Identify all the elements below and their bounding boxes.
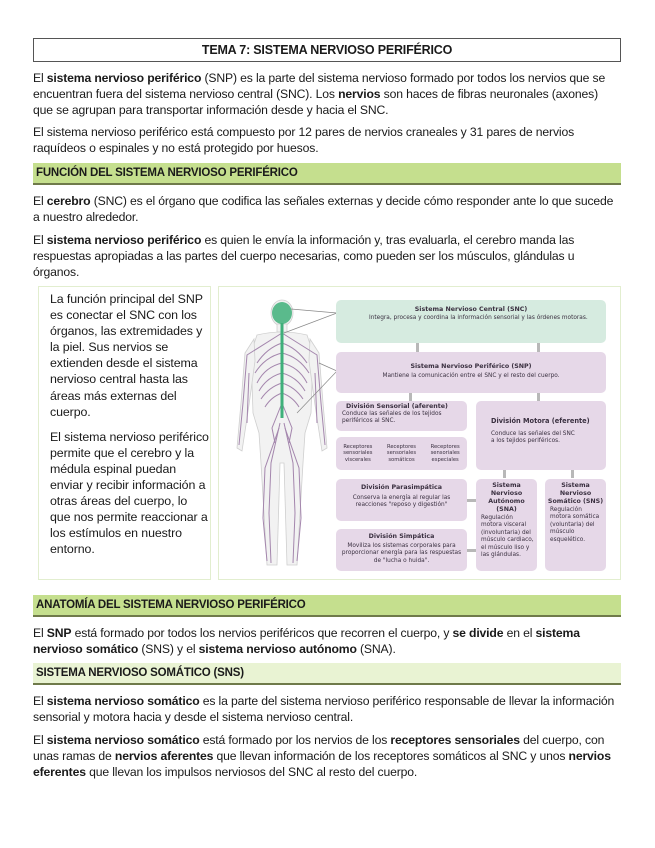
arrow-down-icon	[571, 470, 574, 478]
sna-box: Sistema Nervioso Autónomo (SNA) Regulación motora visceral (involuntaria) del músculo cardiaco, el músculo liso y las glándulas.	[476, 479, 537, 571]
document-page	[33, 38, 621, 780]
arrow-down-icon	[537, 393, 540, 401]
division-parasimpatica-box: División Parasimpática Conserva la energía al regular las reacciones "reposo y digestión"	[336, 479, 467, 521]
receptors-box	[336, 437, 467, 470]
arrow-left-icon	[467, 499, 476, 502]
page-title: TEMA 7: SISTEMA NERVIOSO PERIFÉRICO	[33, 38, 621, 62]
arrow-down-icon	[503, 470, 506, 478]
nervous-system-diagram	[218, 286, 621, 580]
sns-box: Sistema Nervioso Somático (SNS) Regulación motora somática (voluntaria) del músculo esquelético.	[545, 479, 606, 571]
summary-paragraph-1: La función principal del SNP es conectar el SNC con los órganos, las extremidades y la piel. Sus nervios se extienden desde el sistema nervioso central hasta las áreas más externas del cuerpo.	[50, 292, 203, 419]
receptor-visceral: Receptores sensoriales viscerales	[343, 443, 373, 463]
section-heading-anatomia: ANATOMÍA DEL SISTEMA NERVIOSO PERIFÉRICO	[33, 595, 621, 617]
sns-paragraph-2: El sistema nervioso somático está formado por los nervios de los receptores sensoriales del cuerpo, con unas ramas de nervios aferentes que llevan información de los receptores somáticos al SNC y unos nervios eferentes que llevan los impulsos nerviosos del SNC al resto del cuerpo.	[33, 733, 611, 779]
arrow-left-icon	[467, 549, 476, 552]
receptor-especial: Receptores sensoriales especiales	[430, 443, 460, 463]
division-motora-box: División Motora (eferente) Conduce las señales del SNC a los tejidos periféricos.	[476, 401, 606, 470]
anatomia-paragraph: El SNP está formado por todos los nervios periféricos que recorren el cuerpo, y se divide en el sistema nervioso somático (SNS) y el sistema nervioso autónomo (SNA).	[33, 626, 580, 656]
human-body-nerves-illustration	[227, 293, 337, 573]
funcion-figure-row	[33, 286, 621, 586]
summary-paragraph-2: El sistema nervioso periférico permite que el cerebro y la médula espinal puedan enviar y recibir información a otras áreas del cuerpo, lo que nos permite reaccionar a los estímulos en nuestro entorno.	[50, 429, 209, 557]
funcion-paragraph-2: El sistema nervioso periférico es quien le envía la información y, tras evaluarla, el cerebro manda las respuestas apropiadas a las partes del cuerpo necesarias, como pueden ser los músculos, glándulas u órganos.	[33, 233, 575, 279]
arrow-up-icon	[409, 393, 412, 401]
division-sensorial-box: División Sensorial (aferente) Conduce las señales de los tejidos periféricos al SNC.	[336, 401, 467, 431]
snc-box: Sistema Nervioso Central (SNC) Integra, procesa y coordina la información sensorial y las órdenes motoras.	[336, 300, 606, 343]
snp-box: Sistema Nervioso Periférico (SNP) Mantiene la comunicación entre el SNC y el resto del cuerpo.	[336, 352, 606, 393]
arrow-down-icon	[537, 343, 540, 352]
snp-summary-box	[38, 286, 211, 580]
funcion-paragraph-1: El cerebro (SNC) es el órgano que codifica las señales externas y decide cómo responder ante lo que sucede a nuestro alrededor.	[33, 194, 614, 224]
intro-paragraph-2: El sistema nervioso periférico está compuesto por 12 pares de nervios craneales y 31 pares de nervios raquídeos o espinales y no está protegido por huesos.	[33, 125, 575, 155]
arrow-up-icon	[416, 343, 419, 352]
division-simpatica-box: División Simpática Moviliza los sistemas corporales para proporcionar energía para las respuestas de "lucha o huida".	[336, 529, 467, 571]
intro-paragraph-1: El sistema nervioso periférico (SNP) es la parte del sistema nervioso formado por todos los nervios que se encuentran fuera del sistema nervioso central (SNC). Los nervios son haces de fibras neuronales (axones) que se agrupan para transportar información desde y hacia el SNC.	[33, 71, 606, 117]
receptor-somatico: Receptores sensoriales somáticos	[386, 443, 417, 463]
sns-paragraph-1: El sistema nervioso somático es la parte del sistema nervioso periférico responsable de llevar la información sensorial y motora hacia y desde el sistema nervioso central.	[33, 694, 615, 724]
section-heading-funcion: FUNCIÓN DEL SISTEMA NERVIOSO PERIFÉRICO	[33, 163, 621, 185]
section-heading-sns: SISTEMA NERVIOSO SOMÁTICO (SNS)	[33, 663, 621, 685]
